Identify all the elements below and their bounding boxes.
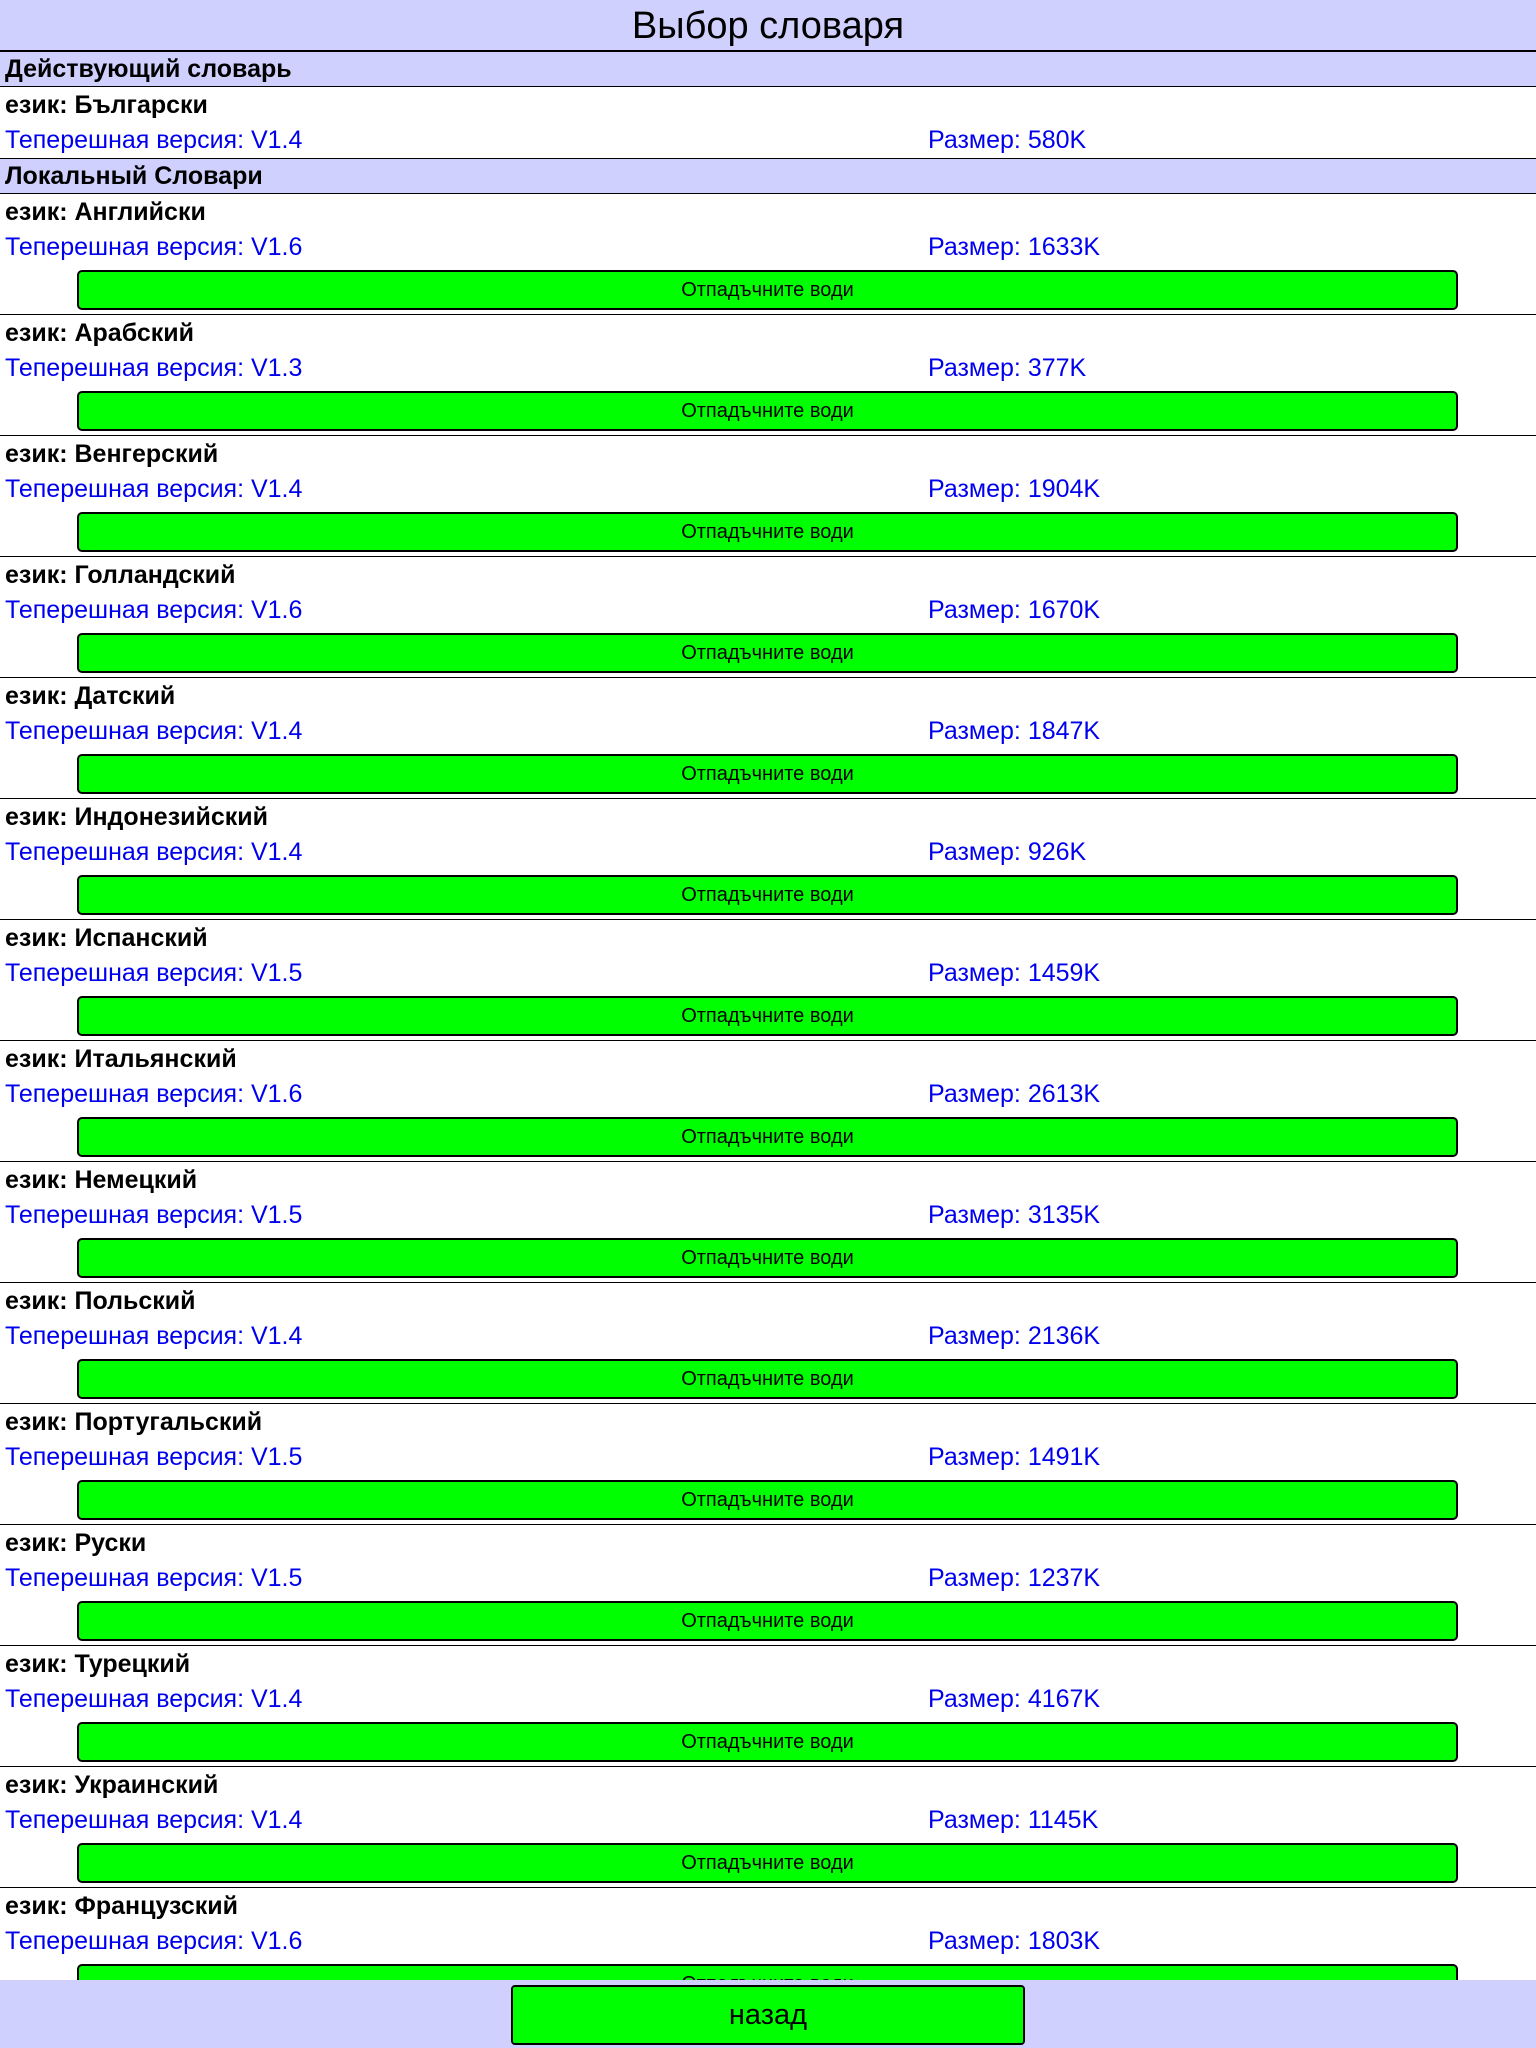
- list-item: [0, 436, 1536, 557]
- language-label: език: Украинский: [5, 1771, 219, 1799]
- list-item: [0, 194, 1536, 315]
- download-button[interactable]: Отпадъчните води: [77, 1359, 1458, 1399]
- version-label: Теперешная версия: V1.6: [5, 233, 303, 261]
- language-label: език: Български: [5, 91, 208, 119]
- download-button[interactable]: Отпадъчните води: [77, 270, 1458, 310]
- download-button[interactable]: Отпадъчните води: [77, 875, 1458, 915]
- size-label: Размер: 1803K: [928, 1927, 1101, 1955]
- download-button[interactable]: Отпадъчните води: [77, 1117, 1458, 1157]
- dictionary-list[interactable]: [0, 52, 1536, 1980]
- language-label: език: Польский: [5, 1287, 196, 1315]
- version-label: Теперешная версия: V1.5: [5, 1443, 303, 1471]
- version-label: Теперешная версия: V1.6: [5, 596, 303, 624]
- download-button[interactable]: Отпадъчните води: [77, 1843, 1458, 1883]
- language-label: език: Датский: [5, 682, 176, 710]
- language-label: език: Турецкий: [5, 1650, 191, 1678]
- version-label: Теперешная версия: V1.6: [5, 1080, 303, 1108]
- download-button[interactable]: Отпадъчните води: [77, 633, 1458, 673]
- version-label: Теперешная версия: V1.4: [5, 838, 303, 866]
- download-button[interactable]: Отпадъчните води: [77, 1722, 1458, 1762]
- current-dictionary-header: Действующий словарь: [0, 52, 1536, 87]
- size-label: Размер: 1904K: [928, 475, 1101, 503]
- size-label: Размер: 2136K: [928, 1322, 1101, 1350]
- list-item: [0, 1646, 1536, 1767]
- page-title: Выбор словаря: [0, 0, 1536, 52]
- size-label: Размер: 4167K: [928, 1685, 1101, 1713]
- version-label: Теперешная версия: V1.4: [5, 717, 303, 745]
- size-label: Размер: 3135K: [928, 1201, 1101, 1229]
- list-item: [0, 1162, 1536, 1283]
- download-button[interactable]: Отпадъчните води: [77, 512, 1458, 552]
- version-label: Теперешная версия: V1.5: [5, 1201, 303, 1229]
- size-label: Размер: 1491K: [928, 1443, 1101, 1471]
- size-label: Размер: 926K: [928, 838, 1087, 866]
- size-label: Размер: 1633K: [928, 233, 1101, 261]
- size-label: Размер: 1847K: [928, 717, 1101, 745]
- list-item: [0, 920, 1536, 1041]
- download-button[interactable]: Отпадъчните води: [77, 996, 1458, 1036]
- list-item: [0, 678, 1536, 799]
- download-button[interactable]: Отпадъчните води: [77, 1238, 1458, 1278]
- size-label: Размер: 1145K: [928, 1806, 1099, 1834]
- version-label: Теперешная версия: V1.5: [5, 1564, 303, 1592]
- language-label: език: Португальский: [5, 1408, 263, 1436]
- footer-bar: [0, 1980, 1536, 2048]
- list-item: [0, 1283, 1536, 1404]
- version-label: Теперешная версия: V1.4: [5, 1322, 303, 1350]
- language-label: език: Голландский: [5, 561, 236, 589]
- version-label: Теперешная версия: V1.4: [5, 126, 303, 154]
- download-button[interactable]: Отпадъчните води: [77, 391, 1458, 431]
- language-label: език: Итальянский: [5, 1045, 237, 1073]
- local-dictionaries-header: Локальный Словари: [0, 159, 1536, 194]
- language-label: език: Испанский: [5, 924, 208, 952]
- version-label: Теперешная версия: V1.4: [5, 475, 303, 503]
- list-item: [0, 1041, 1536, 1162]
- language-label: език: Индонезийский: [5, 803, 269, 831]
- language-label: език: Английски: [5, 198, 206, 226]
- download-button[interactable]: Отпадъчните води: [77, 1480, 1458, 1520]
- current-dictionary-entry: [0, 87, 1536, 159]
- version-label: Теперешная версия: V1.3: [5, 354, 303, 382]
- language-label: език: Немецкий: [5, 1166, 198, 1194]
- language-label: език: Арабский: [5, 319, 194, 347]
- version-label: Теперешная версия: V1.4: [5, 1806, 303, 1834]
- back-button[interactable]: назад: [511, 1985, 1025, 2045]
- size-label: Размер: 377K: [928, 354, 1087, 382]
- list-item: [0, 315, 1536, 436]
- version-label: Теперешная версия: V1.6: [5, 1927, 303, 1955]
- download-button[interactable]: Отпадъчните води: [77, 1601, 1458, 1641]
- language-label: език: Французский: [5, 1892, 238, 1920]
- list-item: [0, 799, 1536, 920]
- size-label: Размер: 1237K: [928, 1564, 1101, 1592]
- size-label: Размер: 1670K: [928, 596, 1101, 624]
- list-item: [0, 1767, 1536, 1888]
- language-label: език: Венгерский: [5, 440, 219, 468]
- list-item: [0, 1525, 1536, 1646]
- version-label: Теперешная версия: V1.5: [5, 959, 303, 987]
- download-button[interactable]: Отпадъчните води: [77, 754, 1458, 794]
- list-item: [0, 557, 1536, 678]
- size-label: Размер: 2613K: [928, 1080, 1101, 1108]
- size-label: Размер: 580K: [928, 126, 1087, 154]
- size-label: Размер: 1459K: [928, 959, 1101, 987]
- list-item: [0, 1404, 1536, 1525]
- language-label: език: Руски: [5, 1529, 147, 1557]
- local-dictionaries-list: [0, 194, 1536, 2009]
- version-label: Теперешная версия: V1.4: [5, 1685, 303, 1713]
